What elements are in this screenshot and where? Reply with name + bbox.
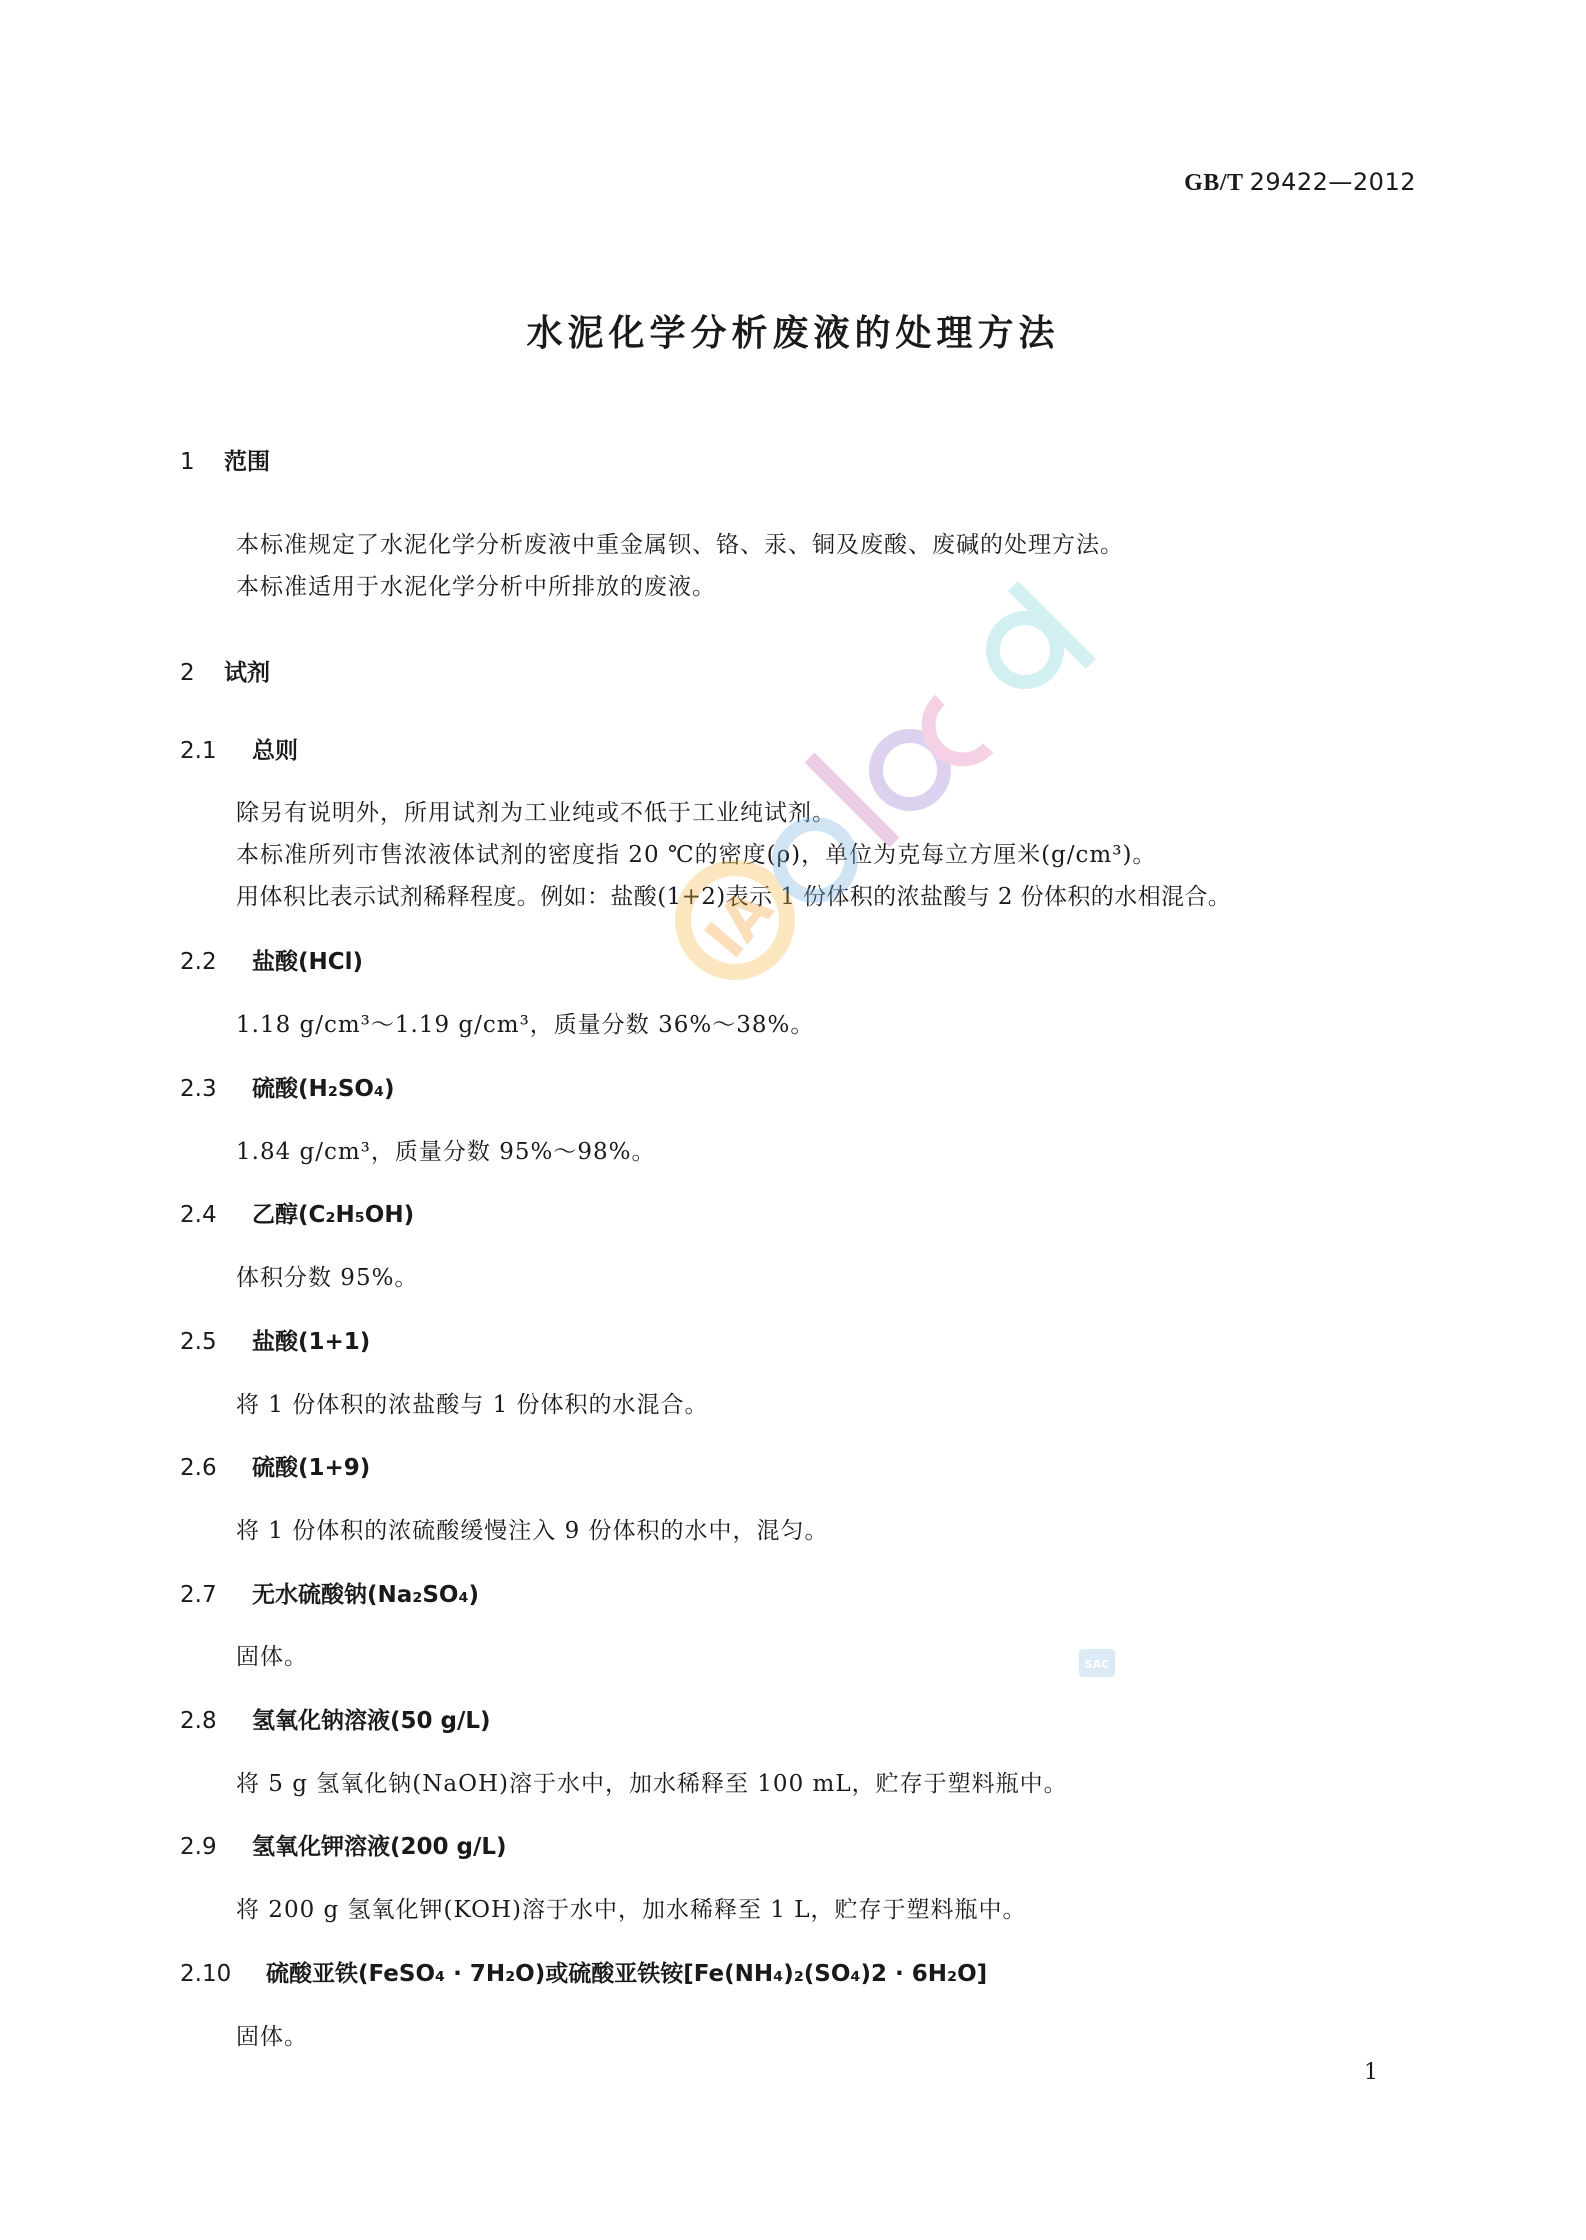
paragraph: 除另有说明外，所用试剂为工业纯或不低于工业纯试剂。 (236, 800, 836, 826)
section-2-heading (180, 654, 270, 687)
section-label: 硫酸亚铁(FeSO₄ · 7H₂O)或硫酸亚铁铵[Fe(NH₄)₂(SO₄)2 · 6H₂O] (266, 1961, 988, 1987)
subsection-2-10-heading (180, 1955, 987, 1988)
section-label: 无水硫酸钠(Na₂SO₄) (252, 1582, 480, 1608)
section-label: 范围 (224, 449, 270, 475)
watermark-ia-text: IA (691, 875, 787, 971)
watermark-logo (640, 560, 1110, 1000)
paragraph: 固体。 (236, 2024, 308, 2050)
subsection-2-2-heading (180, 943, 363, 976)
section-number: 2.6 (180, 1455, 217, 1481)
paragraph: 将 1 份体积的浓硫酸缓慢注入 9 份体积的水中，混匀。 (236, 1518, 829, 1544)
section-number: 2.7 (180, 1582, 217, 1608)
standard-number (1184, 168, 1416, 197)
section-number: 2.8 (180, 1708, 217, 1734)
subsection-2-4-heading (180, 1196, 414, 1229)
subsection-2-7-heading (180, 1576, 479, 1609)
section-label: 硫酸(1+9) (252, 1455, 371, 1481)
subsection-2-8-heading (180, 1702, 491, 1735)
section-number: 2.1 (180, 738, 217, 764)
standard-prefix: GB/T (1184, 170, 1244, 196)
subsection-2-9-heading (180, 1828, 507, 1861)
section-number: 1 (180, 449, 195, 475)
subsection-2-5-heading (180, 1323, 370, 1356)
paragraph: 1.84 g/cm³，质量分数 95%～98%。 (236, 1139, 656, 1165)
section-1-heading (180, 443, 270, 476)
paragraph: 将 5 g 氢氧化钠(NaOH)溶于水中，加水稀释至 100 mL，贮存于塑料瓶中。 (236, 1771, 1068, 1797)
paragraph: 体积分数 95%。 (236, 1265, 419, 1291)
section-number: 2.5 (180, 1329, 217, 1355)
paragraph: 本标准规定了水泥化学分析废液中重金属钡、铬、汞、铜及废酸、废碱的处理方法。 (236, 532, 1124, 558)
paragraph: 固体。 (236, 1644, 308, 1670)
document-title: 水泥化学分析废液的处理方法 (526, 313, 1060, 354)
section-label: 总则 (252, 738, 298, 764)
section-label: 乙醇(C₂H₅OH) (252, 1202, 415, 1228)
section-number: 2.10 (180, 1961, 232, 1987)
section-label: 氢氧化钠溶液(50 g/L) (252, 1708, 491, 1734)
paragraph: 本标准适用于水泥化学分析中所排放的废液。 (236, 574, 716, 600)
standard-code: 29422—2012 (1249, 168, 1416, 196)
section-label: 氢氧化钾溶液(200 g/L) (252, 1834, 507, 1860)
section-number: 2.4 (180, 1202, 217, 1228)
subsection-2-6-heading (180, 1449, 370, 1482)
subsection-2-1-heading (180, 732, 298, 765)
section-number: 2.2 (180, 949, 217, 975)
paragraph: 1.18 g/cm³～1.19 g/cm³，质量分数 36%～38%。 (236, 1012, 815, 1038)
paragraph: 将 200 g 氢氧化钾(KOH)溶于水中，加水稀释至 1 L，贮存于塑料瓶中。 (236, 1897, 1027, 1923)
section-number: 2.9 (180, 1834, 217, 1860)
subsection-2-3-heading (180, 1070, 395, 1103)
paragraph: 本标准所列市售浓液体试剂的密度指 20 ℃的密度(ρ)，单位为克每立方厘米(g/cm³)。 (236, 842, 1157, 868)
section-label: 盐酸(1+1) (252, 1329, 371, 1355)
section-number: 2.3 (180, 1076, 217, 1102)
sac-logo-text: SAC (1084, 1658, 1110, 1671)
section-label: 试剂 (224, 660, 270, 686)
section-number: 2 (180, 660, 195, 686)
watermark-u-icon (929, 700, 988, 759)
section-label: 盐酸(HCl) (252, 949, 364, 975)
paragraph: 将 1 份体积的浓盐酸与 1 份体积的水混合。 (236, 1392, 709, 1418)
watermark-c-icon (779, 824, 851, 896)
section-label: 硫酸(H₂SO₄) (252, 1076, 395, 1102)
sac-logo-icon (1077, 1645, 1117, 1681)
page-number: 1 (1364, 2060, 1378, 2085)
paragraph: 用体积比表示试剂稀释程度。例如：盐酸(1+2)表示 1 份体积的浓盐酸与 2 份体积的水相混合。 (236, 884, 1232, 910)
